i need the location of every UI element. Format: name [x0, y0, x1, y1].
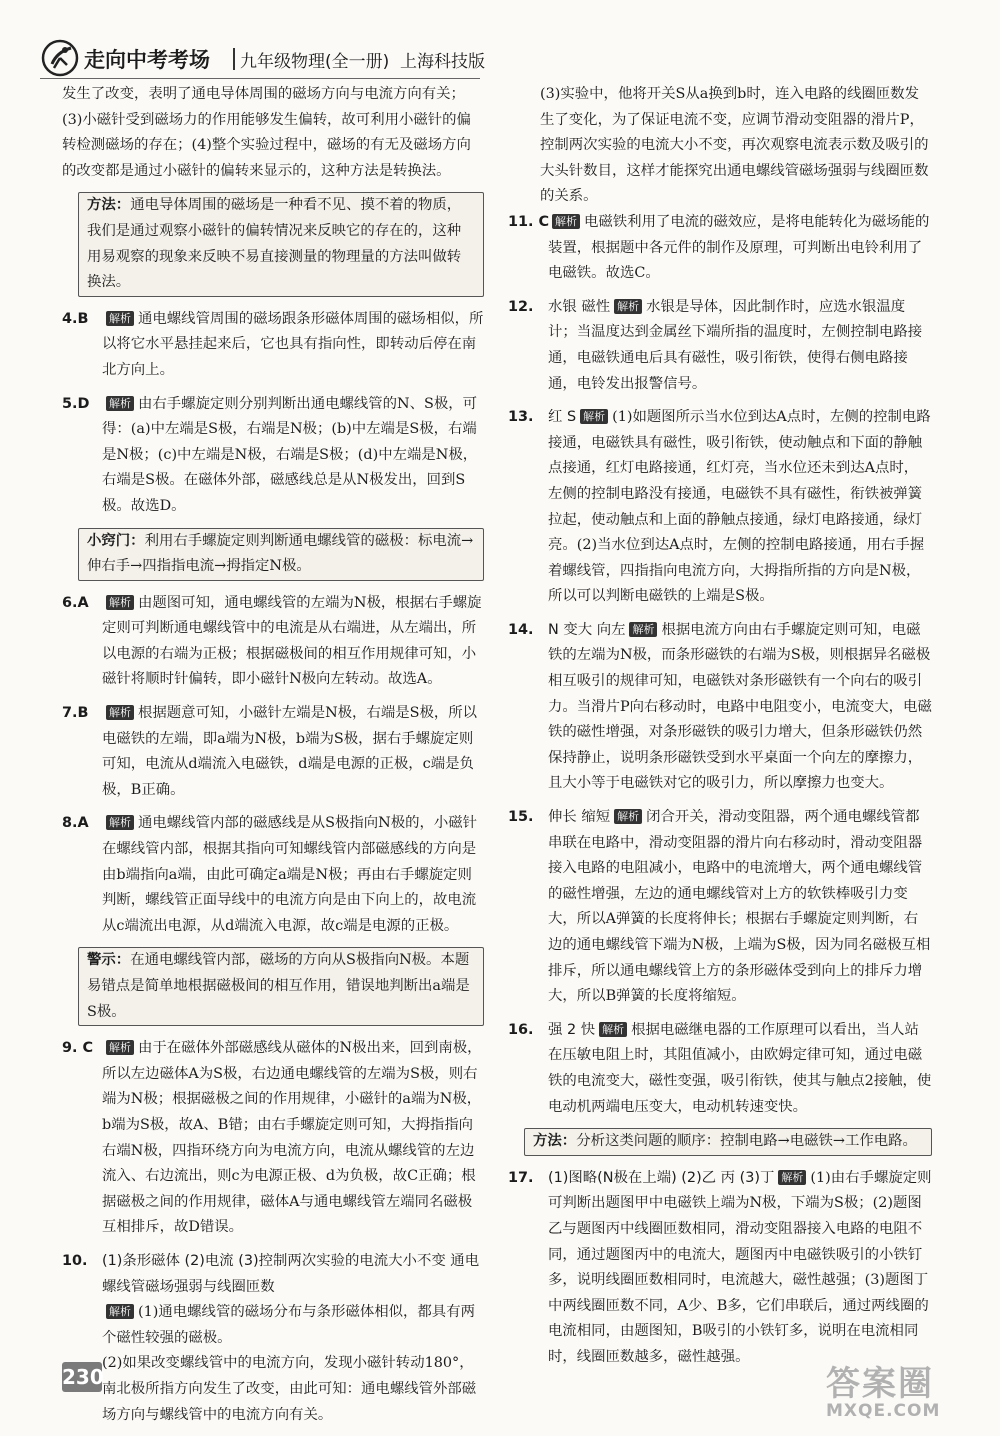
tip-text: 分析这类问题的顺序：控制电路→电磁铁→工作电路。 [576, 1133, 917, 1150]
answer-item-9 [62, 1036, 484, 1241]
left-column [62, 82, 484, 1436]
item-answer: N 变大 向左 [548, 621, 626, 638]
item-number: 4.B [62, 310, 89, 327]
analysis-badge: 解析 [778, 1170, 806, 1185]
tip-text: 利用右手螺旋定则判断通电螺线管的磁极：标电流→伸右手→四指指电流→拇指定N极。 [87, 532, 474, 575]
header-rule [40, 78, 480, 79]
item-explanation: 由于在磁体外部磁感线从磁体的N极出来，回到南极，所以左边磁体A为S极，右边通电螺线管的左端为S极，则右端为N极；根据磁极之间的作用规律，小磁针的a端为N极，b端为S极，故A、B错；由右手螺旋定则可知，大拇指指向右端N极，四指环绕方向为电流方向，电流从螺线管的左边流入、右边流出，则c为电源正极、d为负极，故C正确；根据磁极之间的作用规律，磁体A与通电螺线管左端同名磁极互相排斥，故D错误。 [102, 1040, 482, 1236]
tip-text: 通电导体周围的磁场是一种看不见、摸不着的物质，我们是通过观察小磁针的偏转情况来反映它的存在的，这种用易观察的现象来反映不易直接测量的物理量的方法叫做转换法。 [87, 197, 462, 291]
analysis-badge: 解析 [106, 595, 134, 610]
item-number: 6.A [62, 594, 89, 611]
item-number: 12. [508, 298, 534, 315]
header-divider [233, 48, 235, 70]
item-number: 15. [508, 809, 534, 826]
item-answer: 强 2 快 [548, 1021, 596, 1038]
answer-item-5 [62, 392, 484, 520]
answer-item-11 [508, 210, 932, 287]
item-number: 14. [508, 621, 534, 638]
analysis-badge: 解析 [106, 311, 134, 326]
tip-label: 方法： [533, 1133, 577, 1150]
answer-item-17 [508, 1166, 932, 1371]
item-number: 17. [508, 1169, 534, 1186]
analysis-badge: 解析 [106, 396, 134, 411]
analysis-badge: 解析 [580, 409, 608, 424]
answer-item-7 [62, 701, 484, 803]
answer-item-13 [508, 405, 932, 610]
item-explanation: 根据电流方向由右手螺旋定则可知，电磁铁的左端为N极，而条形磁铁的右端为S极，则根据异名磁极相互吸引的规律可知，电磁铁对条形磁铁有一个向右的吸引力。当滑片P向右移动时，电路中电阻变小，电流变大，电磁铁的磁性增强，对条形磁铁的吸引力增大，但条形磁铁仍然保持静止，说明条形磁铁受到水平桌面一个向左的摩擦力，且大小等于电磁铁对它的吸引力，所以摩擦力也变大。 [548, 621, 932, 792]
analysis-badge: 解析 [629, 622, 657, 637]
item-explanation: 电磁铁利用了电流的磁效应，是将电能转化为磁场能的装置，根据题中各元件的制作及原理，可判断出电铃利用了电磁铁。故选C。 [548, 213, 930, 282]
analysis-badge: 解析 [614, 809, 642, 824]
item-number: 16. [508, 1021, 534, 1038]
analysis-badge: 解析 [599, 1022, 627, 1037]
book-subtitle: 九年级物理(全一册) [240, 52, 390, 72]
page-header [40, 38, 600, 78]
item-answer: 水银 磁性 [548, 298, 611, 315]
analysis-badge: 解析 [614, 299, 642, 314]
tip-label: 方法： [87, 197, 131, 214]
item-number: 13. [508, 409, 534, 426]
watermark [826, 1356, 976, 1426]
item-answer: 红 S [548, 409, 577, 426]
analysis-badge: 解析 [552, 214, 580, 229]
item-explanation-1: 解析 (1)通电螺线管的磁场分布与条形磁体相似，都具有两个磁性较强的磁极。 [102, 1304, 475, 1346]
analysis-badge: 解析 [106, 815, 134, 830]
answer-item-4 [62, 307, 484, 384]
tip-text: 在通电螺线管内部，磁场的方向从S极指向N极。本题易错点是简单地根据磁极间的相互作用，错误地判断出a端是S极。 [87, 952, 470, 1020]
answer-item-6 [62, 591, 484, 693]
item-explanation: 由题图可知，通电螺线管的左端为N极，根据右手螺旋定则可判断通电螺线管中的电流是从右端进，从左端出，所以电源的右端为正极；根据磁极间的相互作用规律可知，小磁针将顺时针偏转，即小磁针N极向左转动。故选A。 [102, 594, 482, 688]
page-number: 230 [62, 1362, 102, 1392]
runner-logo-icon [40, 38, 80, 78]
item-explanation: 根据电磁继电器的工作原理可以看出，当人站在压敏电阻上时，其阻值减小，由欧姆定律可知，通过电磁铁的电流变大，磁性变强，吸引衔铁，使其与触点2接触，使电动机两端电压变大，电动机转速变快。 [548, 1021, 932, 1115]
warning-tip-box [78, 947, 484, 1026]
q3-continuation: 发生了改变，表明了通电导体周围的磁场方向与电流方向有关；(3)小磁针受到磁场力的作用能够发生偏转，故可利用小磁针的偏转检测磁场的存在；(4)整个实验过程中，磁场的有无及磁场方向的改变都是通过小磁针的偏转来显示的，这种方法是转换法。 [62, 86, 471, 179]
item-explanation: 由右手螺旋定则分别判断出通电螺线管的N、S极，可得：(a)中左端是S极，右端是N极；(b)中左端是S极，右端是N极；(c)中左端是N极，右端是S极；(d)中左端是N极，右端是S极。在磁体外部，磁感线总是从N极发出，回到S极。故选D。 [102, 395, 478, 514]
method-tip-box [524, 1128, 932, 1156]
item-number: 11. C [508, 213, 550, 230]
item-number: 7.B [62, 705, 89, 722]
answer-item-16 [508, 1018, 932, 1120]
analysis-badge: 解析 [106, 1304, 134, 1319]
item-explanation: 通电螺线管内部的磁感线是从S极指向N极的，小磁针在螺线管内部，根据其指向可知螺线管内部磁感线的方向是由b端指向a端，由此可确定a端是N极；再由右手螺旋定则判断，螺线管正面导线中的电流方向是由下向上的，故电流从c端流出电源，从d端流入电源，故c端是电源的正极。 [102, 815, 478, 934]
item-number: 9. C [62, 1040, 94, 1057]
item-number: 5.D [62, 395, 90, 412]
item-explanation: 闭合开关，滑动变阻器，两个通电螺线管都串联在电路中，滑动变阻器的滑片向右移动时，滑动变阻器接入电路的电阻减小，电路中的电流增大，两个通电螺线管的磁性增强，左边的通电螺线管对上方的软铁棒吸引力变大，所以A弹簧的长度将伸长；根据右手螺旋定则判断，右边的通电螺线管下端为N极，上端为S极，因为同名磁极互相排斥，所以通电螺线管上方的条形磁体受到向上的排斥力增大，所以B弹簧的长度将缩短。 [548, 809, 931, 1005]
item-explanation: 根据题意可知，小磁针左端是N极，右端是S极，所以电磁铁的左端，即a端为N极，b端为S极，据右手螺旋定则可知，电流从d端流入电磁铁，d端是电源的正极，c端是负极，B正确。 [102, 705, 478, 798]
item-number: 10. [62, 1252, 88, 1269]
item-explanation: (1)如题图所示当水位到达A点时，左侧的控制电路接通，电磁铁具有磁性，吸引衔铁，使动触点和下面的静触点接通，红灯电路接通，红灯亮，当水位还未到达A点时，左侧的控制电路没有接通，电磁铁不具有磁性，衔铁被弹簧拉起，使动触点和上面的静触点接通，绿灯电路接通，绿灯亮。(2)当水位到达A点时，左侧的控制电路接通，用右手握着螺线管，四指指向电流方向，大拇指所指的方向是N极，所以可以判断电磁铁的上端是S极。 [548, 409, 931, 605]
trick-tip-box [78, 528, 484, 581]
tip-label: 小窍门： [87, 532, 145, 549]
answer-item-12 [508, 295, 932, 397]
answer-item-14 [508, 618, 932, 797]
watermark-logo: 答案圈 [826, 1364, 934, 1404]
item-explanation: 通电螺线管周围的磁场跟条形磁体周围的磁场相似，所以将它水平悬挂起来后，它也具有指向性，即转动后停在南北方向上。 [102, 310, 484, 378]
item-number: 8.A [62, 815, 89, 832]
item-explanation: (1)由右手螺旋定则可判断出题图甲中电磁铁上端为N极，下端为S极；(2)题图乙与题图丙中线圈匝数相同，滑动变阻器接入电路的电阻不同，通过题图丙中的电流大，题图丙中电磁铁吸引的小铁钉多，说明线圈匝数相同时，电流越大，磁性越强；(3)题图丁中两线圈匝数不同，A少、B多，它们串联后，通过两线圈的电流相同，由题图知，B吸引的小铁钉多，说明在电流相同时，线圈匝数越多，磁性越强。 [548, 1169, 932, 1365]
item-answer: 伸长 缩短 [548, 809, 611, 826]
method-tip-box [78, 192, 484, 296]
book-title: 走向中考考场 [84, 48, 210, 72]
tip-label: 警示： [87, 952, 131, 969]
answer-item-10 [62, 1249, 484, 1428]
item-answer: (1)图略(N极在上端) (2)乙 丙 (3)丁 [548, 1169, 775, 1186]
q10-continuation: (3)实验中，他将开关S从a换到b时，连入电路的线圈匝数发生了变化，为了保证电流不变，应调节滑动变阻器的滑片P，控制两次实验的电流大小不变，再次观察电流表示数及吸引的大头针数目，这样才能探究出通电螺线管磁场强弱与线圈匝数的关系。 [540, 86, 929, 205]
right-column [508, 82, 932, 1379]
answer-item-8 [62, 811, 484, 939]
item-explanation-2: (2)如果改变螺线管中的电流方向，发现小磁针转动180°，南北极所指方向发生了改变，由此可知：通电螺线管外部磁场方向与螺线管中的电流方向有关。 [102, 1355, 477, 1423]
analysis-badge: 解析 [106, 1040, 134, 1055]
item-explanation: 水银是导体，因此制作时，应选水银温度计；当温度达到金属丝下端所指的温度时，左侧控制电路接通，电磁铁通电后具有磁性，吸引衔铁，使得右侧电路接通，电铃发出报警信号。 [548, 298, 923, 392]
item-answer: (1)条形磁体 (2)电流 (3)控制两次实验的电流大小不变 通电螺线管磁场强弱与线圈匝数 [102, 1252, 480, 1295]
watermark-url: MXQE.COM [826, 1401, 941, 1421]
answer-item-15 [508, 805, 932, 1010]
analysis-badge: 解析 [106, 705, 134, 720]
publisher-label: 上海科技版 [400, 52, 485, 72]
